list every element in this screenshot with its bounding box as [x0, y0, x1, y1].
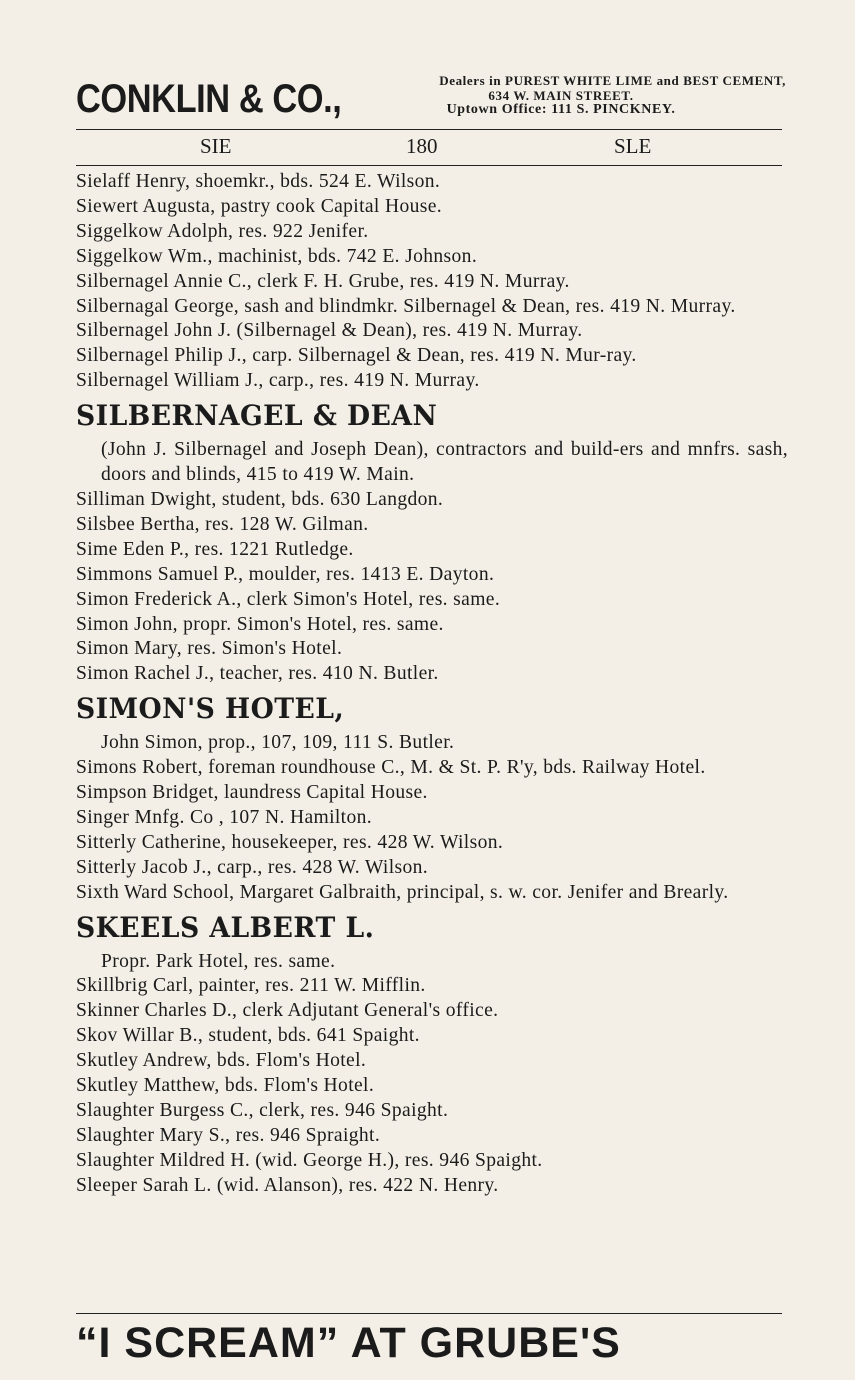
directory-entry: Simmons Samuel P., moulder, res. 1413 E. Dayton.	[76, 563, 495, 585]
advertiser-line-2: 634 W. MAIN STREET.	[488, 87, 634, 103]
directory-entry: Sitterly Jacob J., carp., res. 428 W. Wilson.	[76, 856, 429, 878]
directory-entry: Skutley Matthew, bds. Flom's Hotel.	[76, 1075, 375, 1097]
directory-entry: Sleeper Sarah L. (wid. Alanson), res. 422 N. Henry.	[76, 1174, 499, 1196]
directory-entry: Silsbee Bertha, res. 128 W. Gilman.	[76, 513, 369, 535]
business-description: (John J. Silbernagel and Joseph Dean), contractors and build-ers and mnfrs. sash, doors and blinds, 415 to 419 W. Main.	[101, 439, 788, 486]
directory-entry: Slaughter Mary S., res. 946 Spraight.	[76, 1124, 381, 1146]
business-description: Propr. Park Hotel, res. same.	[101, 950, 336, 972]
directory-entry: Sime Eden P., res. 1221 Rutledge.	[76, 538, 354, 560]
business-description: John Simon, prop., 107, 109, 111 S. Butler.	[101, 732, 455, 754]
page-number: 180	[406, 134, 438, 158]
directory-entry: Skinner Charles D., clerk Adjutant General's office.	[76, 1000, 499, 1022]
directory-entry: Silliman Dwight, student, bds. 630 Langdon.	[76, 488, 444, 510]
directory-entry: Siggelkow Wm., machinist, bds. 742 E. Johnson.	[76, 245, 478, 267]
directory-entry: Silbernagel Philip J., carp. Silbernagel & Dean, res. 419 N. Mur-ray.	[76, 345, 637, 367]
directory-entry: Siewert Augusta, pastry cook Capital House.	[76, 195, 443, 217]
directory-entry: Silbernagel Annie C., clerk F. H. Grube, res. 419 N. Murray.	[76, 270, 570, 292]
advertiser-details	[336, 74, 786, 118]
directory-entry: Simon Rachel J., teacher, res. 410 N. Butler.	[76, 663, 439, 685]
directory-entry: Sitterly Catherine, housekeeper, res. 428 W. Wilson.	[76, 831, 504, 853]
directory-entry: Skov Willar B., student, bds. 641 Spaight.	[76, 1025, 420, 1047]
directory-entry: Slaughter Burgess C., clerk, res. 946 Spaight.	[76, 1100, 449, 1121]
directory-entry: Sielaff Henry, shoemkr., bds. 524 E. Wilson.	[76, 171, 441, 192]
directory-entry: Singer Mnfg. Co , 107 N. Hamilton.	[76, 806, 372, 828]
directory-entry: Simpson Bridget, laundress Capital House.	[76, 782, 428, 804]
directory-entry: Simon John, propr. Simon's Hotel, res. same.	[76, 613, 444, 635]
advertiser-line-1: Dealers in PUREST WHITE LIME and BEST CEMENT,	[439, 73, 786, 88]
bottom-advertisement: “I SCREAM” AT GRUBE'S	[76, 1319, 621, 1367]
directory-entry: Skillbrig Carl, painter, res. 211 W. Mifflin.	[76, 975, 426, 997]
directory-entry: Simon Mary, res. Simon's Hotel.	[76, 638, 343, 660]
business-heading: SIMON'S HOTEL,	[76, 692, 345, 726]
directory-entry: Slaughter Mildred H. (wid. George H.), res. 946 Spaight.	[76, 1149, 543, 1171]
top-advertisement	[76, 74, 786, 122]
running-head-left: SIE	[200, 134, 232, 158]
directory-entry: Simon Frederick A., clerk Simon's Hotel, res. same.	[76, 588, 501, 610]
directory-listing	[76, 170, 788, 1199]
directory-entry: Skutley Andrew, bds. Flom's Hotel.	[76, 1050, 367, 1072]
business-heading: SILBERNAGEL & DEAN	[76, 399, 438, 433]
header-rule-bottom	[76, 165, 782, 166]
header-rule-top	[76, 129, 782, 130]
directory-entry: Silbernagel William J., carp., res. 419 N. Murray.	[76, 370, 480, 392]
running-head	[76, 134, 782, 162]
directory-entry: Siggelkow Adolph, res. 922 Jenifer.	[76, 220, 369, 242]
directory-entry: Sixth Ward School, Margaret Galbraith, principal, s. w. cor. Jenifer and Brearly.	[76, 881, 729, 903]
advertiser-name: CONKLIN & CO.,	[76, 77, 342, 121]
footer-rule	[76, 1313, 782, 1314]
directory-entry: Silbernagal George, sash and blindmkr. Silbernagel & Dean, res. 419 N. Murray.	[76, 295, 736, 317]
directory-entry: Simons Robert, foreman roundhouse C., M. & St. P. R'y, bds. Railway Hotel.	[76, 757, 706, 779]
business-heading: SKEELS ALBERT L.	[76, 910, 375, 944]
directory-entry: Silbernagel John J. (Silbernagel & Dean), res. 419 N. Murray.	[76, 320, 583, 342]
advertiser-line-3: Uptown Office: 111 S. PINCKNEY.	[446, 102, 676, 117]
running-head-right: SLE	[614, 134, 652, 158]
